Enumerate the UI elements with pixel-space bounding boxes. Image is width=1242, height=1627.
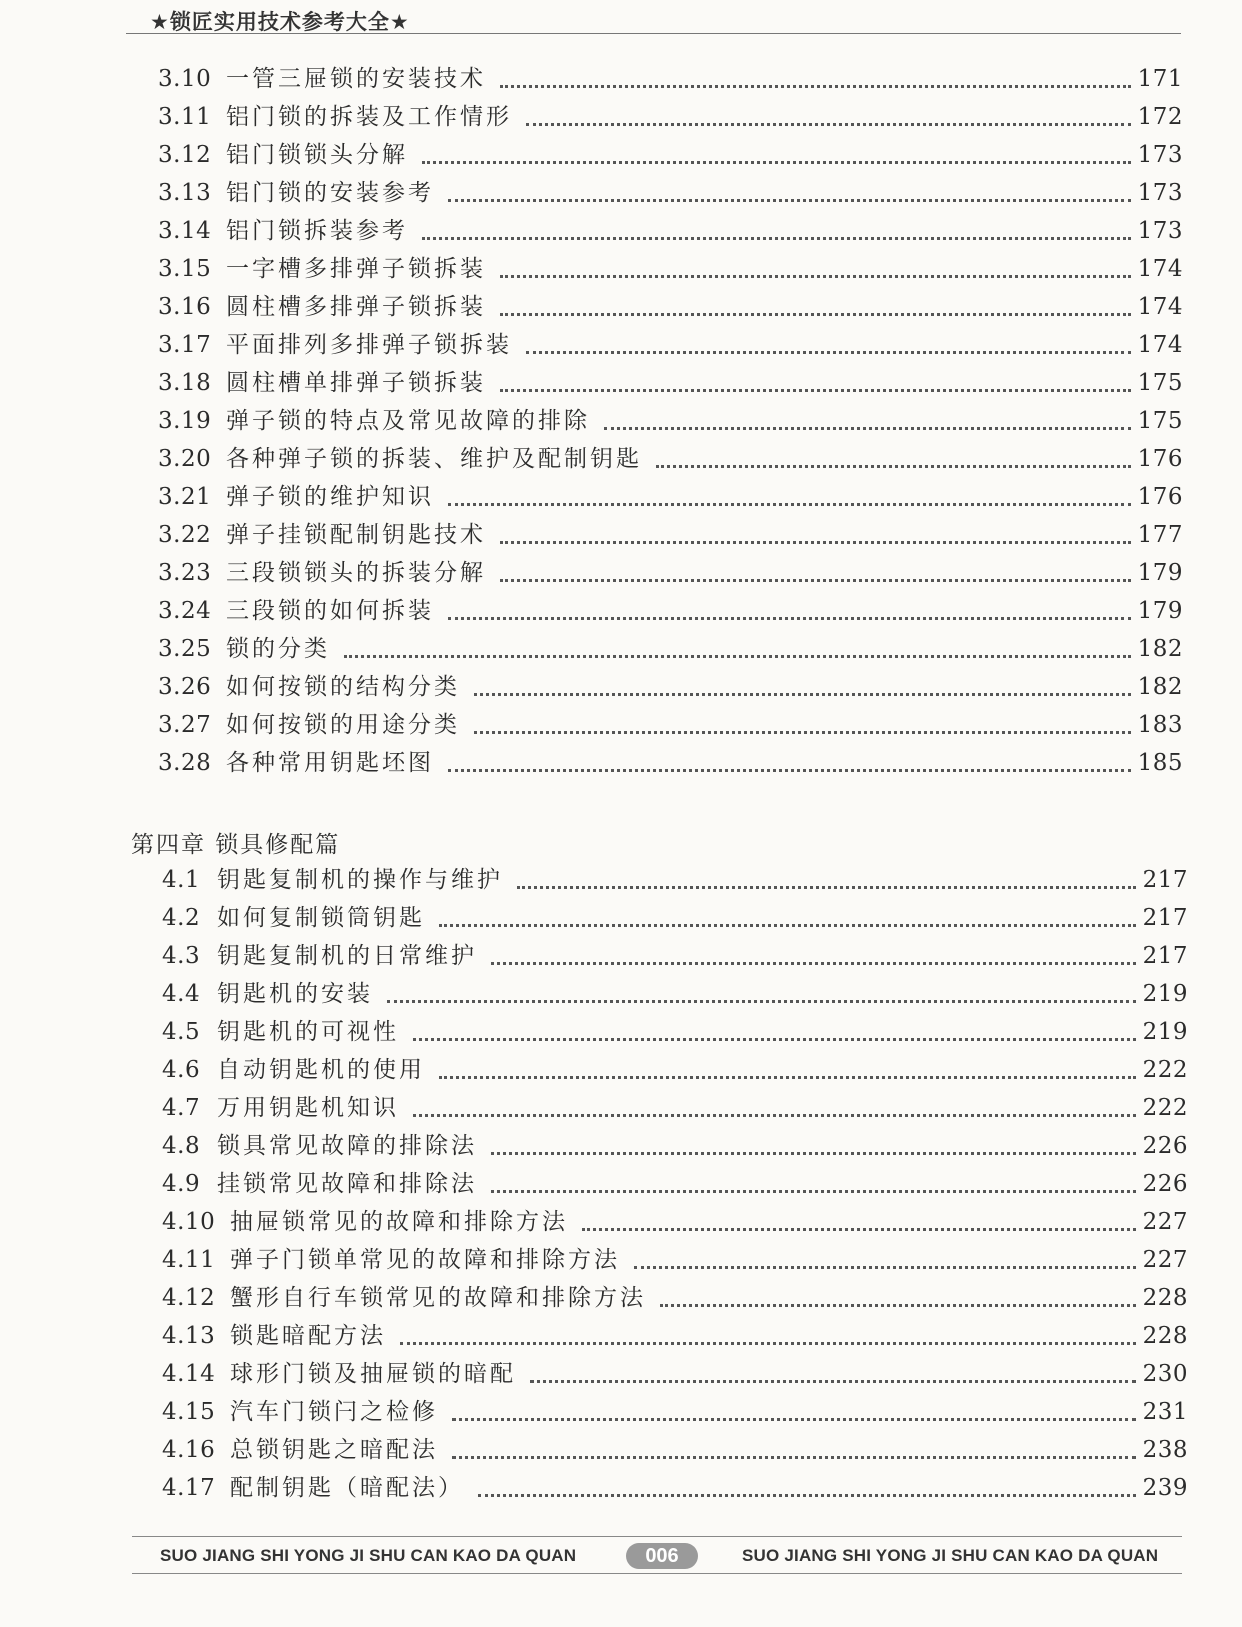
toc-entry	[162, 1207, 1188, 1237]
toc-entry-title: 万用钥匙机知识	[217, 1095, 399, 1121]
toc-entry-number: 4.2	[162, 905, 201, 931]
toc-entry-page: 174	[1137, 256, 1183, 282]
toc-entry-number: 3.15	[158, 256, 212, 282]
toc-dot-leader	[474, 731, 1131, 734]
toc-entry-number: 3.14	[158, 218, 212, 244]
toc-entry-number: 4.4	[162, 981, 201, 1007]
toc-entry	[158, 102, 1183, 132]
toc-entry	[158, 710, 1183, 740]
toc-entry-page: 173	[1137, 218, 1183, 244]
toc-entry-number: 3.27	[158, 712, 212, 738]
toc-entry-title: 如何复制锁筒钥匙	[217, 905, 425, 931]
toc-entry-page: 227	[1142, 1247, 1188, 1273]
toc-entry-page: 217	[1142, 867, 1188, 893]
toc-entry-page: 171	[1137, 66, 1183, 92]
toc-entry-number: 3.18	[158, 370, 212, 396]
toc-entry-page: 179	[1137, 598, 1183, 624]
toc-dot-leader	[400, 1342, 1136, 1345]
toc-entry	[158, 634, 1183, 664]
toc-entry-number: 4.17	[162, 1475, 216, 1501]
toc-entry-title: 弹子挂锁配制钥匙技术	[226, 522, 486, 548]
toc-entry-page: 176	[1137, 484, 1183, 510]
toc-entry	[158, 672, 1183, 702]
toc-dot-leader	[413, 1038, 1136, 1041]
toc-dot-leader	[448, 503, 1131, 506]
toc-dot-leader	[500, 275, 1131, 278]
toc-entry	[158, 254, 1183, 284]
toc-entry-number: 4.15	[162, 1399, 216, 1425]
toc-entry-page: 230	[1142, 1361, 1188, 1387]
toc-entry-title: 钥匙复制机的操作与维护	[217, 867, 503, 893]
toc-dot-leader	[448, 617, 1131, 620]
toc-entry	[158, 748, 1183, 778]
toc-entry-title: 自动钥匙机的使用	[217, 1057, 425, 1083]
toc-entry-title: 各种常用钥匙坯图	[226, 750, 434, 776]
toc-entry-title: 弹子门锁单常见的故障和排除方法	[230, 1247, 620, 1273]
toc-entry-title: 铝门锁锁头分解	[226, 142, 408, 168]
toc-entry-number: 3.11	[158, 104, 212, 130]
toc-entry-page: 185	[1137, 750, 1183, 776]
toc-entry-title: 一字槽多排弹子锁拆装	[226, 256, 486, 282]
toc-entry-number: 4.13	[162, 1323, 216, 1349]
toc-entry-page: 182	[1137, 674, 1183, 700]
toc-entry-page: 219	[1142, 981, 1188, 1007]
toc-entry-number: 4.3	[162, 943, 201, 969]
toc-entry-page: 228	[1142, 1285, 1188, 1311]
book-title-header: ★锁匠实用技术参考大全★	[150, 10, 410, 34]
toc-entry-title: 如何按锁的结构分类	[226, 674, 460, 700]
toc-entry	[158, 292, 1183, 322]
toc-entry-title: 钥匙复制机的日常维护	[217, 943, 477, 969]
toc-entry-page: 176	[1137, 446, 1183, 472]
toc-entry	[162, 1055, 1188, 1085]
toc-dot-leader	[526, 351, 1131, 354]
toc-dot-leader	[491, 962, 1136, 965]
toc-dot-leader	[474, 693, 1131, 696]
toc-entry	[162, 1321, 1188, 1351]
toc-entry-number: 4.8	[162, 1133, 201, 1159]
toc-entry-number: 4.10	[162, 1209, 216, 1235]
toc-entry-title: 三段锁的如何拆装	[226, 598, 434, 624]
toc-entry	[158, 558, 1183, 588]
footer-divider-bottom	[132, 1573, 1182, 1574]
toc-entry-title: 各种弹子锁的拆装、维护及配制钥匙	[226, 446, 642, 472]
toc-entry-number: 4.16	[162, 1437, 216, 1463]
toc-dot-leader	[500, 389, 1131, 392]
toc-dot-leader	[582, 1228, 1136, 1231]
toc-entry-title: 挂锁常见故障和排除法	[217, 1171, 477, 1197]
footer-divider-top	[132, 1536, 1182, 1537]
toc-entry-title: 弹子锁的维护知识	[226, 484, 434, 510]
toc-entry	[158, 330, 1183, 360]
toc-entry-number: 4.14	[162, 1361, 216, 1387]
toc-entry-number: 3.22	[158, 522, 212, 548]
toc-entry-title: 钥匙机的安装	[217, 981, 373, 1007]
toc-entry	[162, 1245, 1188, 1275]
toc-entry	[162, 1093, 1188, 1123]
toc-entry	[162, 1131, 1188, 1161]
toc-entry-page: 226	[1142, 1133, 1188, 1159]
toc-entry-page: 172	[1137, 104, 1183, 130]
toc-dot-leader	[500, 85, 1131, 88]
toc-entry-number: 3.24	[158, 598, 212, 624]
toc-entry-number: 3.20	[158, 446, 212, 472]
toc-dot-leader	[500, 579, 1131, 582]
toc-entry-page: 226	[1142, 1171, 1188, 1197]
chapter-4-heading: 第四章 锁具修配篇	[131, 832, 341, 858]
toc-entry-title: 总锁钥匙之暗配法	[230, 1437, 438, 1463]
toc-entry	[158, 406, 1183, 436]
toc-dot-leader	[452, 1418, 1136, 1421]
toc-dot-leader	[500, 541, 1131, 544]
toc-entry	[162, 1359, 1188, 1389]
toc-entry	[162, 1435, 1188, 1465]
toc-entry-title: 铝门锁的安装参考	[226, 180, 434, 206]
toc-entry	[162, 1169, 1188, 1199]
toc-entry-title: 三段锁锁头的拆装分解	[226, 560, 486, 586]
toc-dot-leader	[660, 1304, 1136, 1307]
toc-dot-leader	[422, 237, 1131, 240]
toc-entry-page: 179	[1137, 560, 1183, 586]
toc-dot-leader	[478, 1494, 1136, 1497]
toc-entry-number: 4.6	[162, 1057, 201, 1083]
toc-entry-page: 175	[1137, 408, 1183, 434]
toc-entry-page: 227	[1142, 1209, 1188, 1235]
toc-entry-title: 配制钥匙（暗配法）	[230, 1475, 464, 1501]
toc-dot-leader	[452, 1456, 1136, 1459]
toc-entry-title: 锁具常见故障的排除法	[217, 1133, 477, 1159]
toc-entry-page: 231	[1142, 1399, 1188, 1425]
toc-dot-leader	[439, 1076, 1136, 1079]
toc-entry	[158, 216, 1183, 246]
toc-dot-leader	[491, 1152, 1136, 1155]
toc-entry-title: 弹子锁的特点及常见故障的排除	[226, 408, 590, 434]
toc-dot-leader	[448, 769, 1131, 772]
toc-entry-page: 177	[1137, 522, 1183, 548]
toc-entry-number: 3.25	[158, 636, 212, 662]
toc-dot-leader	[344, 655, 1131, 658]
toc-entry-title: 铝门锁拆装参考	[226, 218, 408, 244]
toc-entry-number: 3.21	[158, 484, 212, 510]
footer-left-text: SUO JIANG SHI YONG JI SHU CAN KAO DA QUAN	[160, 1546, 577, 1565]
toc-entry-number: 3.16	[158, 294, 212, 320]
toc-entry	[162, 1017, 1188, 1047]
toc-entry	[158, 444, 1183, 474]
toc-entry	[158, 140, 1183, 170]
toc-entry-title: 如何按锁的用途分类	[226, 712, 460, 738]
toc-dot-leader	[634, 1266, 1136, 1269]
page-number-badge: 006	[626, 1543, 698, 1569]
toc-entry-title: 锁的分类	[226, 636, 330, 662]
toc-entry-page: 228	[1142, 1323, 1188, 1349]
toc-entry-number: 3.19	[158, 408, 212, 434]
toc-entry	[162, 1473, 1188, 1503]
toc-entry-page: 173	[1137, 142, 1183, 168]
toc-entry-title: 圆柱槽单排弹子锁拆装	[226, 370, 486, 396]
toc-dot-leader	[656, 465, 1131, 468]
toc-entry-title: 蟹形自行车锁常见的故障和排除方法	[230, 1285, 646, 1311]
toc-dot-leader	[448, 199, 1131, 202]
toc-entry-page: 219	[1142, 1019, 1188, 1045]
toc-entry	[162, 941, 1188, 971]
toc-entry-number: 4.9	[162, 1171, 201, 1197]
toc-entry-number: 4.12	[162, 1285, 216, 1311]
toc-entry-title: 锁匙暗配方法	[230, 1323, 386, 1349]
toc-entry	[162, 979, 1188, 1009]
toc-entry	[158, 482, 1183, 512]
toc-entry-title: 抽屉锁常见的故障和排除方法	[230, 1209, 568, 1235]
toc-entry	[162, 1283, 1188, 1313]
toc-entry-title: 球形门锁及抽屉锁的暗配	[230, 1361, 516, 1387]
toc-entry-number: 3.10	[158, 66, 212, 92]
toc-entry	[162, 903, 1188, 933]
toc-entry-number: 3.28	[158, 750, 212, 776]
toc-entry	[162, 865, 1188, 895]
toc-entry	[158, 368, 1183, 398]
toc-entry-number: 4.5	[162, 1019, 201, 1045]
toc-entry-title: 圆柱槽多排弹子锁拆装	[226, 294, 486, 320]
toc-dot-leader	[500, 313, 1131, 316]
toc-entry-number: 3.17	[158, 332, 212, 358]
toc-entry	[158, 520, 1183, 550]
toc-entry-page: 175	[1137, 370, 1183, 396]
toc-dot-leader	[387, 1000, 1136, 1003]
toc-entry	[158, 178, 1183, 208]
footer-right-text: SUO JIANG SHI YONG JI SHU CAN KAO DA QUAN	[742, 1546, 1159, 1565]
toc-dot-leader	[422, 161, 1131, 164]
toc-entry	[158, 64, 1183, 94]
toc-entry-page: 217	[1142, 905, 1188, 931]
toc-entry-number: 4.7	[162, 1095, 201, 1121]
toc-entry-number: 3.23	[158, 560, 212, 586]
toc-entry-number: 4.11	[162, 1247, 216, 1273]
toc-entry	[158, 596, 1183, 626]
toc-entry-page: 174	[1137, 332, 1183, 358]
toc-entry-page: 239	[1142, 1475, 1188, 1501]
toc-entry-page: 222	[1142, 1095, 1188, 1121]
toc-entry-page: 238	[1142, 1437, 1188, 1463]
toc-entry-title: 铝门锁的拆装及工作情形	[226, 104, 512, 130]
toc-entry	[162, 1397, 1188, 1427]
toc-entry-page: 183	[1137, 712, 1183, 738]
toc-entry-title: 平面排列多排弹子锁拆装	[226, 332, 512, 358]
header-divider	[126, 33, 1181, 34]
toc-entry-page: 182	[1137, 636, 1183, 662]
toc-dot-leader	[439, 924, 1136, 927]
toc-entry-title: 汽车门锁闩之检修	[230, 1399, 438, 1425]
toc-dot-leader	[526, 123, 1131, 126]
toc-entry-title: 钥匙机的可视性	[217, 1019, 399, 1045]
toc-entry-number: 3.26	[158, 674, 212, 700]
toc-entry-page: 173	[1137, 180, 1183, 206]
toc-dot-leader	[413, 1114, 1136, 1117]
toc-entry-number: 3.12	[158, 142, 212, 168]
toc-dot-leader	[530, 1380, 1136, 1383]
toc-entry-number: 4.1	[162, 867, 201, 893]
toc-entry-page: 217	[1142, 943, 1188, 969]
toc-dot-leader	[517, 886, 1136, 889]
toc-entry-number: 3.13	[158, 180, 212, 206]
toc-entry-page: 222	[1142, 1057, 1188, 1083]
toc-entry-page: 174	[1137, 294, 1183, 320]
toc-dot-leader	[604, 427, 1131, 430]
toc-entry-title: 一管三屉锁的安装技术	[226, 66, 486, 92]
toc-dot-leader	[491, 1190, 1136, 1193]
